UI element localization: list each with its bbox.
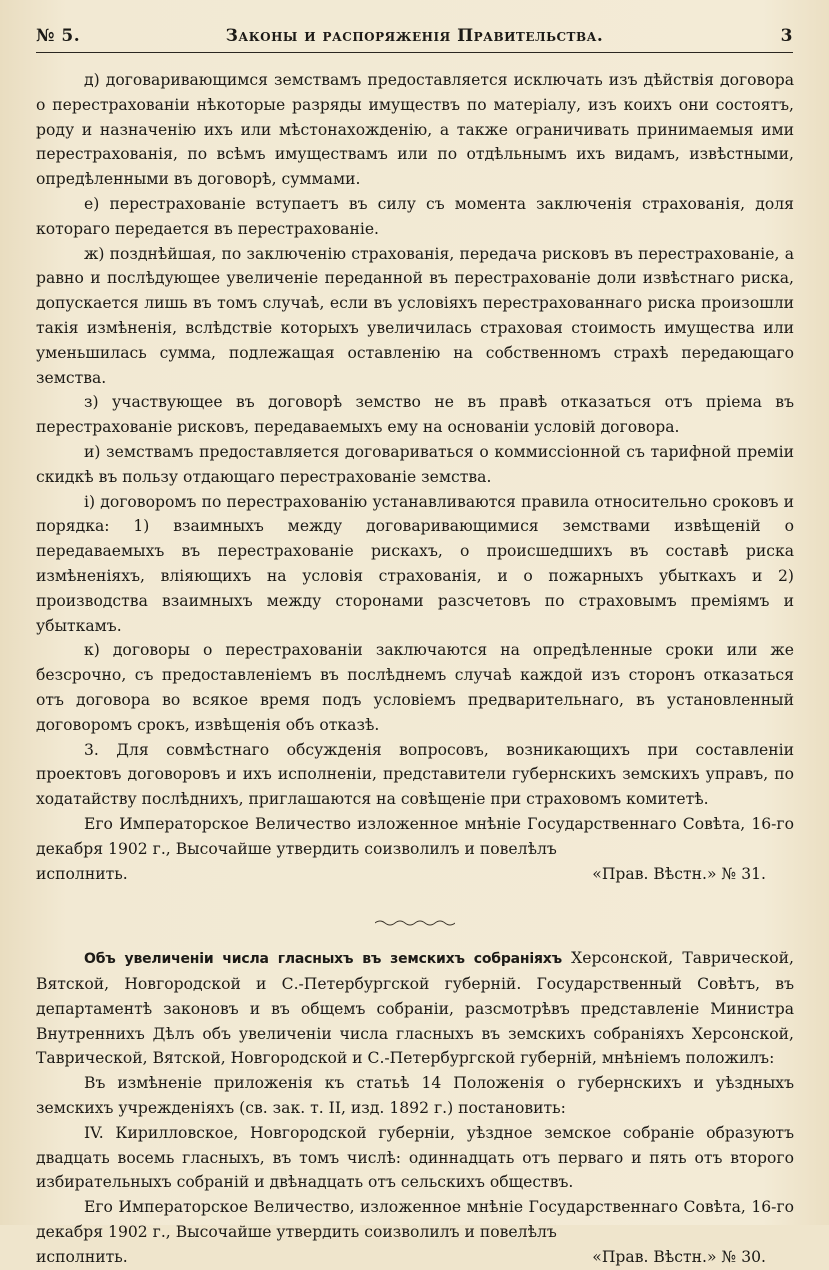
paragraph-d: д) договаривающимся земствамъ предоставляется исключать изъ дѣйствія договора о перестрахованіи нѣкоторые разряды имуществъ по матеріалу, изъ коихъ они состоятъ, роду и назначенію ихъ или мѣстонахожденію, а также ограничивать принимаемыя ими перестрахованія, по всѣмъ имуществамъ или по отдѣльнымъ ихъ видамъ, извѣстными, опредѣленными въ договорѣ, суммами.	[36, 71, 794, 189]
paragraph-z: з) участвующее въ договорѣ земство не въ правѣ отказаться отъ пріема въ перестрахованіе рисковъ, передаваемыхъ ему на основаніи условій договора.	[36, 393, 794, 437]
paragraph-i: и) земствамъ предоставляется договариваться о коммиссіонной съ тарифной преміи скидкѣ въ пользу отдающаго перестрахованіе земства.	[36, 442, 794, 486]
approval-end: исполнить.	[36, 864, 128, 883]
approval-end-2: исполнить.	[36, 1247, 128, 1266]
paragraph-zh: ж) позднѣйшая, по заключенію страхованія, передача рисковъ въ перестрахованіе, а равно и послѣдующее увеличеніе переданной въ перестрахованіе доли извѣстнаго риска, допускается лишь въ томъ случаѣ, если въ условіяхъ перестрахованнаго риска произошли такія измѣненія, вслѣдствіе которыхъ увеличилась страховая стоимость имущества или уменьшилась сумма, подлежащая оставленію на собственномъ страхѣ передающаго земства.	[36, 244, 794, 387]
section-reinsurance	[36, 68, 794, 886]
running-title: Законы и распоряженія Правительства.	[225, 26, 604, 46]
page-number: 3	[780, 26, 793, 46]
source-citation-2: «Прав. Вѣстн.» № 30.	[592, 1247, 766, 1266]
paragraph-i-dot: і) договоромъ по перестрахованію устанавливаются правила относительно сроковъ и порядка: 1) взаимныхъ между договаривающимися земствами извѣщеній о передаваемыхъ въ перестрахованіе рискахъ, о происшедшихъ въ составѣ риска измѣненіяхъ, вліяющихъ на условія страхованія, и о пожарныхъ убыткахъ и 2) производства взаимныхъ между сторонами разсчетовъ по страховымъ преміямъ и убыткамъ.	[36, 492, 794, 635]
issue-number: № 5.	[36, 26, 81, 46]
kirillov-paragraph: IV. Кирилловское, Новгородской губерніи, уѣздное земское собраніе образуютъ двадцать восемь гласныхъ, въ томъ числѣ: одиннадцать отъ перваго и пять отъ второго избирательныхъ собраній и двѣнадцать отъ сельскихъ обществъ.	[36, 1123, 794, 1192]
approval-text: Его Императорское Величество изложенное мнѣніе Государственнаго Совѣта, 16-го декабря 1902 г., Высочайше утвердить соизволилъ и повелѣлъ	[36, 814, 794, 858]
page-header	[36, 22, 793, 54]
page-body	[36, 68, 794, 1270]
section-heading: Объ увеличеніи числа гласныхъ въ земскихъ собраніяхъ	[84, 951, 562, 968]
section-intro	[36, 946, 794, 1071]
section-intro-text: Херсонской, Таврической, Вятской, Новгородской и С.-Петербургской губерній. Государственный Совѣтъ, въ департаментѣ законовъ и въ общемъ собраніи, разсмотрѣвъ представленіе Министра Внутреннихъ Дѣлъ объ увеличеніи числа гласныхъ въ земскихъ собраніяхъ Херсонской, Таврической, Вятской, Новгородской и С.-Петербургской губерній, мнѣніемъ положилъ:	[36, 949, 794, 1068]
wavy-divider-icon	[375, 919, 455, 927]
paragraph-e: е) перестрахованіе вступаетъ въ силу съ момента заключенія страхованія, доля котораго передается въ перестрахованіе.	[36, 194, 794, 238]
paragraph-3: 3. Для совмѣстнаго обсужденія вопросовъ, возникающихъ при составленіи проектовъ договоровъ и ихъ исполненіи, представители губернскихъ земскихъ управъ, по ходатайству послѣднихъ, приглашаются на совѣщеніе при страховомъ комитетѣ.	[36, 740, 794, 809]
section-zemstvo-deputies	[36, 946, 794, 1269]
paragraph-k: к) договоры о перестрахованіи заключаются на опредѣленные сроки или же безсрочно, съ предоставленіемъ въ послѣднемъ случаѣ каждой изъ сторонъ отказаться отъ договора во всякое время подъ условіемъ предварительнаго, въ установленный договоромъ срокъ, извѣщенія объ отказѣ.	[36, 641, 794, 734]
approval-source-line-2	[36, 1245, 794, 1270]
amendment-paragraph: Въ измѣненіе приложенія къ статьѣ 14 Положенія о губернскихъ и уѣздныхъ земскихъ учрежденіяхъ (св. зак. т. II, изд. 1892 г.) постановить:	[36, 1074, 794, 1118]
approval-text-2: Его Императорское Величество, изложенное мнѣніе Государственнаго Совѣта, 16-го декабря 1902 г., Высочайше утвердить соизволилъ и повелѣлъ	[36, 1198, 794, 1242]
approval-source-line	[36, 862, 794, 887]
source-citation: «Прав. Вѣстн.» № 31.	[592, 864, 766, 883]
section-divider	[36, 910, 794, 920]
header-rule	[36, 52, 793, 53]
